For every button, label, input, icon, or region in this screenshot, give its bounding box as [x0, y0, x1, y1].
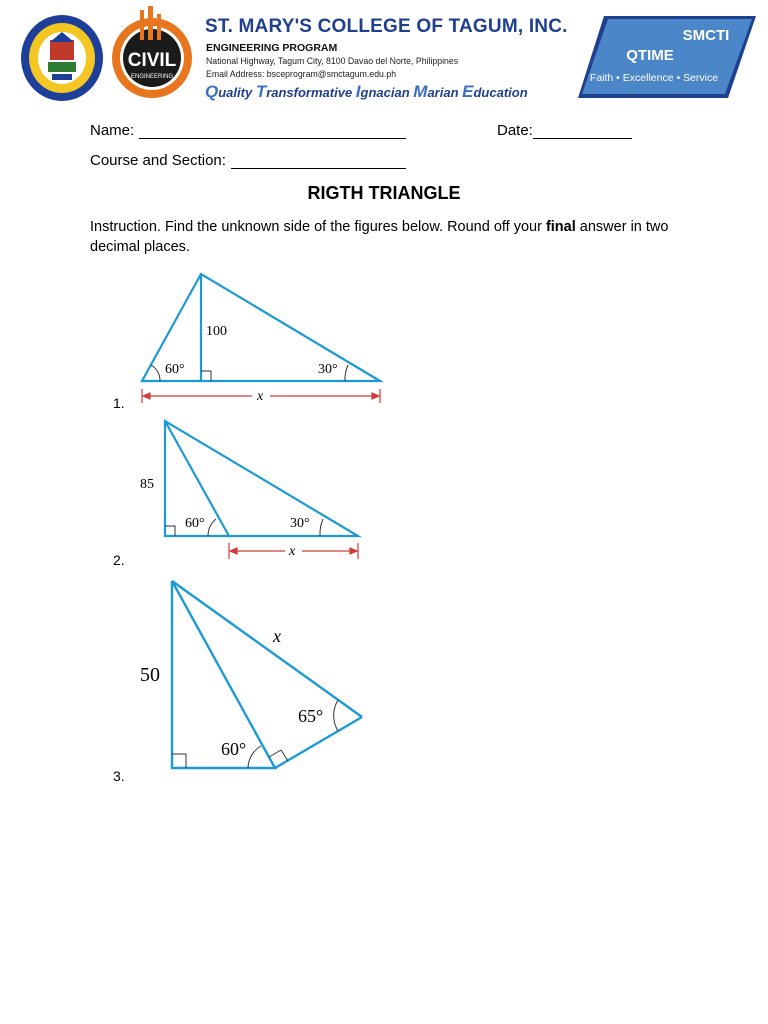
problem-3-figure — [130, 575, 380, 780]
civil-logo-subtext: ENGINEERING — [130, 74, 174, 80]
instruction-text: Instruction. Find the unknown side of the figures below. Round off your final answer in two decimal places. — [90, 219, 669, 255]
angle-30-label: 30° — [318, 362, 338, 377]
angle-65-label: 65° — [298, 706, 324, 726]
address-line: National Highway, Tagum City, 8100 Davao del Norte, Philippines — [206, 56, 459, 67]
school-motto: Quality Transformative Ignacian Marian Education — [205, 82, 528, 101]
program-name: ENGINEERING PROGRAM — [206, 42, 338, 54]
civil-engineering-logo — [110, 6, 194, 102]
name-field[interactable] — [139, 138, 406, 139]
height-label: 85 — [140, 477, 154, 492]
civil-logo-text: CIVIL — [127, 50, 177, 71]
badge-line2: QTIME — [626, 47, 674, 64]
school-seal-logo — [20, 14, 104, 102]
unknown-x-label: x — [273, 626, 281, 646]
school-name: ST. MARY'S COLLEGE OF TAGUM, INC. — [205, 16, 568, 37]
unknown-x-label: x — [257, 389, 264, 404]
date-field[interactable] — [533, 138, 632, 139]
height-label: 100 — [206, 324, 227, 339]
course-section-label: Course and Section: — [90, 152, 226, 169]
problem-2-figure — [130, 415, 370, 565]
smcti-qtime-badge — [578, 14, 758, 100]
problem-number-3: 3. — [113, 768, 125, 784]
badge-line1: SMCTI — [682, 27, 730, 44]
height-label: 50 — [140, 664, 160, 686]
problem-number-1: 1. — [113, 395, 125, 411]
problem-1-figure — [130, 265, 390, 410]
worksheet-title: RIGTH TRIANGLE — [307, 183, 461, 203]
angle-60-label: 60° — [221, 739, 247, 759]
angle-30-label: 30° — [290, 516, 310, 531]
date-label: Date: — [497, 122, 533, 139]
angle-60-label: 60° — [165, 362, 185, 377]
email-line: Email Address: bsceprogram@smctagum.edu.ph — [206, 69, 397, 80]
name-label: Name: — [90, 122, 135, 139]
angle-60-label: 60° — [185, 516, 205, 531]
badge-tagline: Faith • Excellence • Service — [589, 72, 719, 84]
course-section-field[interactable] — [231, 168, 406, 169]
unknown-x-label: x — [289, 544, 296, 559]
problem-number-2: 2. — [113, 552, 125, 568]
